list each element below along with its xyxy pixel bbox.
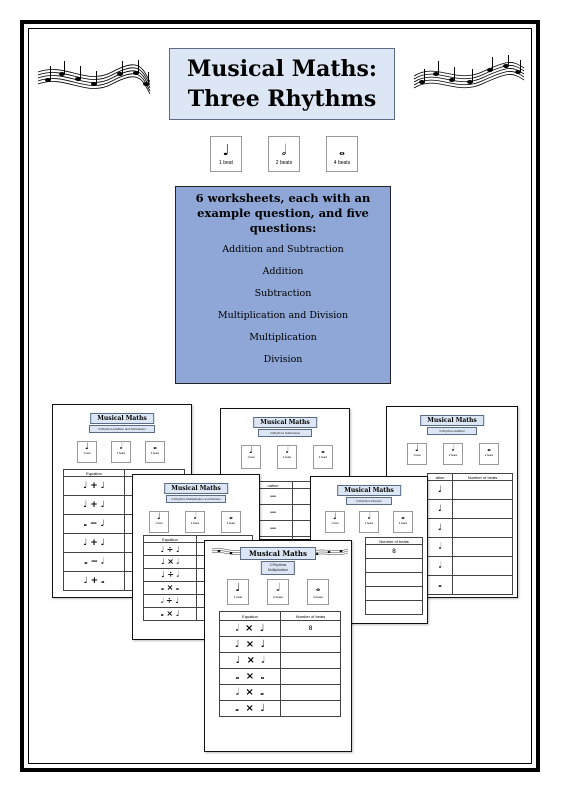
worksheet-subtitle: 3 Rhythms Multiplication and Division xyxy=(166,495,226,503)
table-row: 𝅝 − ♩ xyxy=(64,515,125,534)
list-item: Multiplication xyxy=(249,332,317,343)
table-row: ♩ xyxy=(428,519,453,538)
minim-icon: 𝅗𝅥 2 beats xyxy=(267,579,289,605)
description-heading: 6 worksheets, each with an example question, and five questions: xyxy=(195,191,371,235)
list-item: Subtraction xyxy=(254,288,312,299)
worksheet-description-box xyxy=(175,186,391,384)
table-row: ♩ xyxy=(428,500,453,519)
note-card-crotchet xyxy=(210,136,242,172)
equation-table: Number of beats 8 xyxy=(365,537,423,615)
beats-header: Number of beats xyxy=(281,612,341,621)
semibreve-icon: 𝅝 4 beats xyxy=(145,441,165,463)
table-row: ♩ × ♩ xyxy=(220,637,281,653)
crotchet-icon: ♩ 1 beat xyxy=(77,441,97,463)
semibreve-icon: 𝅝 4 beats xyxy=(393,511,413,533)
table-row: ♩ + ♩ xyxy=(64,496,125,515)
semibreve-icon: 𝅝 xyxy=(339,141,345,159)
minim-icon: 𝅗𝅥 2 beats xyxy=(111,441,131,463)
worksheet-subtitle: 3 Rhythms Addition xyxy=(427,427,477,435)
minim-icon: 𝅗𝅥 xyxy=(281,141,287,159)
title-line-2: Three Rhythms xyxy=(187,86,377,112)
crotchet-icon: ♩ xyxy=(222,141,230,159)
table-row: ♩ × 𝅗𝅥 xyxy=(220,653,281,669)
equation-table: Equation ♩ ÷ ♩ ♩ × 𝅗𝅥 ♩ ÷ 𝅗𝅥 𝅝 × 𝅝 𝅗𝅥 ÷ ♩ 𝅝 × ♩ xyxy=(143,535,253,621)
list-item: Addition and Subtraction xyxy=(222,244,344,255)
table-row: 𝅗𝅥 × 𝅝 xyxy=(220,685,281,701)
semibreve-icon: 𝅝 4 beats xyxy=(479,443,499,465)
minim-icon: 𝅗𝅥 2 beats xyxy=(443,443,463,465)
answer-cell xyxy=(281,669,341,685)
equation-table: ation Number of beats ♩ ♩ ♩ 𝅗𝅥 𝅗𝅥 𝅝 xyxy=(427,473,513,595)
table-row: 𝅗𝅥 xyxy=(428,557,453,576)
crotchet-icon: ♩ 1 beat xyxy=(407,443,427,465)
worksheet-title: Musical Maths xyxy=(164,483,228,494)
table-row: 𝅝 − 𝅗𝅥 xyxy=(64,553,125,572)
example-answer: 8 xyxy=(366,545,423,559)
answer-cell xyxy=(281,701,341,717)
left-music-staff-decoration xyxy=(36,58,152,100)
list-item: Multiplication and Division xyxy=(217,310,349,321)
table-row: ♩ ÷ ♩ xyxy=(144,543,197,556)
crotchet-icon: ♩ 1 beat xyxy=(241,445,261,469)
note-caption: 1 beat xyxy=(219,160,233,166)
table-row: 𝅝 xyxy=(428,576,453,595)
table-row: ♩ + ♩ xyxy=(64,534,125,553)
table-row: 𝅗𝅥 × ♩ xyxy=(220,621,281,637)
table-row: − xyxy=(254,489,293,505)
table-row: ♩ × 𝅗𝅥 xyxy=(144,556,197,569)
table-row: − xyxy=(254,505,293,521)
table-row: ♩ + ♩ xyxy=(64,477,125,496)
crotchet-icon: ♩ 1 beat xyxy=(325,511,345,533)
worksheet-title: Musical Maths xyxy=(253,417,317,428)
worksheet-title: Musical Maths xyxy=(337,485,401,496)
worksheet-title: Musical Maths xyxy=(420,415,484,426)
example-answer: 8 xyxy=(281,621,341,637)
semibreve-icon: 𝅝 4 beats xyxy=(313,445,333,469)
minim-icon: 𝅗𝅥 2 beats xyxy=(277,445,297,469)
list-item: Division xyxy=(263,354,303,365)
minim-icon: 𝅗𝅥 2 beats xyxy=(359,511,379,533)
crotchet-icon: ♩ 1 beat xyxy=(149,511,169,533)
semibreve-icon: 𝅝 4 beats xyxy=(221,511,241,533)
crotchet-icon: ♩ 1 beat xyxy=(227,579,249,605)
answer-cell xyxy=(281,653,341,669)
minim-icon: 𝅗𝅥 2 beats xyxy=(185,511,205,533)
table-row: 𝅗𝅥 xyxy=(428,538,453,557)
note-caption: 4 beats xyxy=(333,160,351,166)
table-row: 𝅗𝅥 ÷ ♩ xyxy=(144,595,197,608)
equation-header: Equation xyxy=(220,612,281,621)
equation-header: Equation xyxy=(64,470,125,477)
worksheet-title: Musical Maths xyxy=(240,547,316,560)
title-line-1: Musical Maths: xyxy=(186,56,378,82)
table-row: 𝅝 × ♩ xyxy=(220,701,281,717)
table-row: ♩ + 𝅝 xyxy=(64,572,125,591)
answer-cell xyxy=(281,685,341,701)
equation-table: uation − − − xyxy=(253,481,345,553)
right-music-staff-decoration xyxy=(412,54,526,96)
worksheet-subtitle: 3 Rhythms Addition and Subtraction xyxy=(89,425,155,433)
table-row: 𝅝 × 𝅝 xyxy=(144,582,197,595)
table-row: 𝅝 × 𝅝 xyxy=(220,669,281,685)
list-item: Addition xyxy=(262,266,304,277)
title-box xyxy=(169,48,395,120)
beats-header: Number of beats xyxy=(453,474,513,481)
table-row: ♩ xyxy=(428,481,453,500)
note-card-semibreve xyxy=(326,136,358,172)
semibreve-icon: 𝅝 4 beats xyxy=(307,579,329,605)
table-row: − xyxy=(254,521,293,537)
worksheet-preview-multiplication xyxy=(204,540,352,752)
equation-table xyxy=(219,611,341,717)
worksheet-subtitle: 3 Rhythms Multiplication xyxy=(261,561,295,575)
worksheet-title: Musical Maths xyxy=(90,413,154,424)
note-card-minim xyxy=(268,136,300,172)
worksheet-subtitle: 3 Rhythms Subtraction xyxy=(258,429,312,437)
note-caption: 2 beats xyxy=(275,160,293,166)
worksheet-subtitle: 3 Rhythms Division xyxy=(346,497,392,505)
table-row: 𝅝 × ♩ xyxy=(144,608,197,621)
table-row: ♩ ÷ 𝅗𝅥 xyxy=(144,569,197,582)
answer-cell xyxy=(281,637,341,653)
